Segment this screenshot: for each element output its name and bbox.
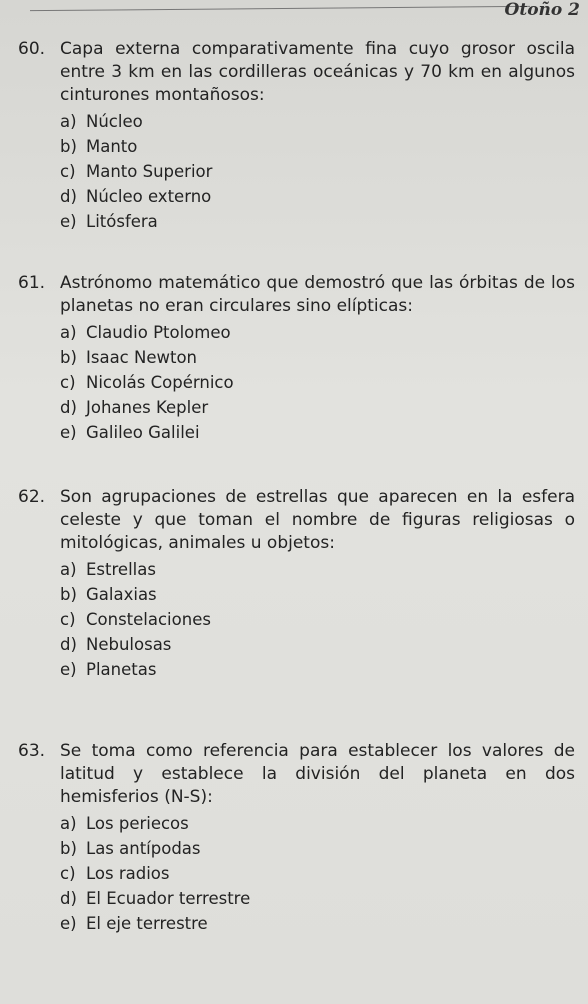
option-text: Planetas xyxy=(86,660,157,679)
option-text: Los radios xyxy=(86,864,170,883)
option-e[interactable] xyxy=(60,209,575,234)
option-letter: e) xyxy=(60,212,77,231)
option-text: Manto xyxy=(86,137,138,156)
option-letter: c) xyxy=(60,373,76,392)
question-text: Son agrupaciones de estrellas que aparecen en la esfera celeste y que toman el nombre de figuras religiosas o mitológicas, animales u objetos: xyxy=(60,487,575,553)
question-63 xyxy=(18,740,575,936)
option-letter: d) xyxy=(60,398,77,417)
question-stem xyxy=(18,486,575,555)
option-letter: a) xyxy=(60,814,77,833)
option-text: Nebulosas xyxy=(86,635,172,654)
option-c[interactable] xyxy=(60,370,575,395)
option-text: El eje terrestre xyxy=(86,914,208,933)
option-text: Galaxias xyxy=(86,585,157,604)
option-letter: b) xyxy=(60,348,77,367)
option-text: Manto Superior xyxy=(86,162,213,181)
option-a[interactable] xyxy=(60,557,575,582)
question-stem xyxy=(18,740,575,809)
option-b[interactable] xyxy=(60,134,575,159)
option-text: Núcleo xyxy=(86,112,143,131)
question-text: Capa externa comparativamente fina cuyo grosor oscila entre 3 km en las cordilleras oceánicas y 70 km en algunos cinturones montañosos: xyxy=(60,39,575,105)
option-letter: a) xyxy=(60,560,77,579)
option-b[interactable] xyxy=(60,582,575,607)
option-d[interactable] xyxy=(60,395,575,420)
option-letter: e) xyxy=(60,660,77,679)
question-text: Astrónomo matemático que demostró que las órbitas de los planetas no eran circulares sino elípticas: xyxy=(60,273,575,316)
option-text: Constelaciones xyxy=(86,610,211,629)
option-text: Galileo Galilei xyxy=(86,423,200,442)
option-letter: b) xyxy=(60,585,77,604)
option-text: El Ecuador terrestre xyxy=(86,889,251,908)
option-letter: b) xyxy=(60,137,77,156)
question-number: 62. xyxy=(18,487,46,507)
option-e[interactable] xyxy=(60,911,575,936)
question-number: 60. xyxy=(18,39,46,59)
option-letter: e) xyxy=(60,914,77,933)
option-letter: d) xyxy=(60,889,77,908)
option-letter: c) xyxy=(60,162,76,181)
option-a[interactable] xyxy=(60,109,575,134)
option-text: Johanes Kepler xyxy=(86,398,209,417)
option-c[interactable] xyxy=(60,861,575,886)
option-letter: e) xyxy=(60,423,77,442)
option-c[interactable] xyxy=(60,607,575,632)
question-62 xyxy=(18,486,575,682)
option-a[interactable] xyxy=(60,811,575,836)
question-number: 61. xyxy=(18,273,46,293)
option-letter: b) xyxy=(60,839,77,858)
question-stem xyxy=(18,38,575,107)
question-stem xyxy=(18,272,575,318)
option-d[interactable] xyxy=(60,886,575,911)
option-c[interactable] xyxy=(60,159,575,184)
option-b[interactable] xyxy=(60,345,575,370)
option-text: Litósfera xyxy=(86,212,158,231)
option-text: Los periecos xyxy=(86,814,189,833)
option-list xyxy=(60,811,575,936)
option-list xyxy=(60,109,575,234)
option-b[interactable] xyxy=(60,836,575,861)
option-d[interactable] xyxy=(60,184,575,209)
option-text: Isaac Newton xyxy=(86,348,198,367)
question-number: 63. xyxy=(18,741,46,761)
option-letter: a) xyxy=(60,323,77,342)
top-rule xyxy=(30,6,530,11)
option-text: Claudio Ptolomeo xyxy=(86,323,231,342)
option-d[interactable] xyxy=(60,632,575,657)
option-e[interactable] xyxy=(60,420,575,445)
option-text: Estrellas xyxy=(86,560,156,579)
option-letter: c) xyxy=(60,864,76,883)
option-letter: a) xyxy=(60,112,77,131)
option-text: Nicolás Copérnico xyxy=(86,373,234,392)
question-60 xyxy=(18,38,575,234)
option-e[interactable] xyxy=(60,657,575,682)
option-letter: c) xyxy=(60,610,76,629)
question-text: Se toma como referencia para establecer los valores de latitud y establece la división del planeta en dos hemisferios (N-S): xyxy=(60,741,575,807)
option-a[interactable] xyxy=(60,320,575,345)
option-letter: d) xyxy=(60,635,77,654)
option-list xyxy=(60,557,575,682)
question-61 xyxy=(18,272,575,445)
option-text: Núcleo externo xyxy=(86,187,212,206)
option-text: Las antípodas xyxy=(86,839,201,858)
option-letter: d) xyxy=(60,187,77,206)
option-list xyxy=(60,320,575,445)
page-header: Otoño 2 xyxy=(504,0,580,20)
